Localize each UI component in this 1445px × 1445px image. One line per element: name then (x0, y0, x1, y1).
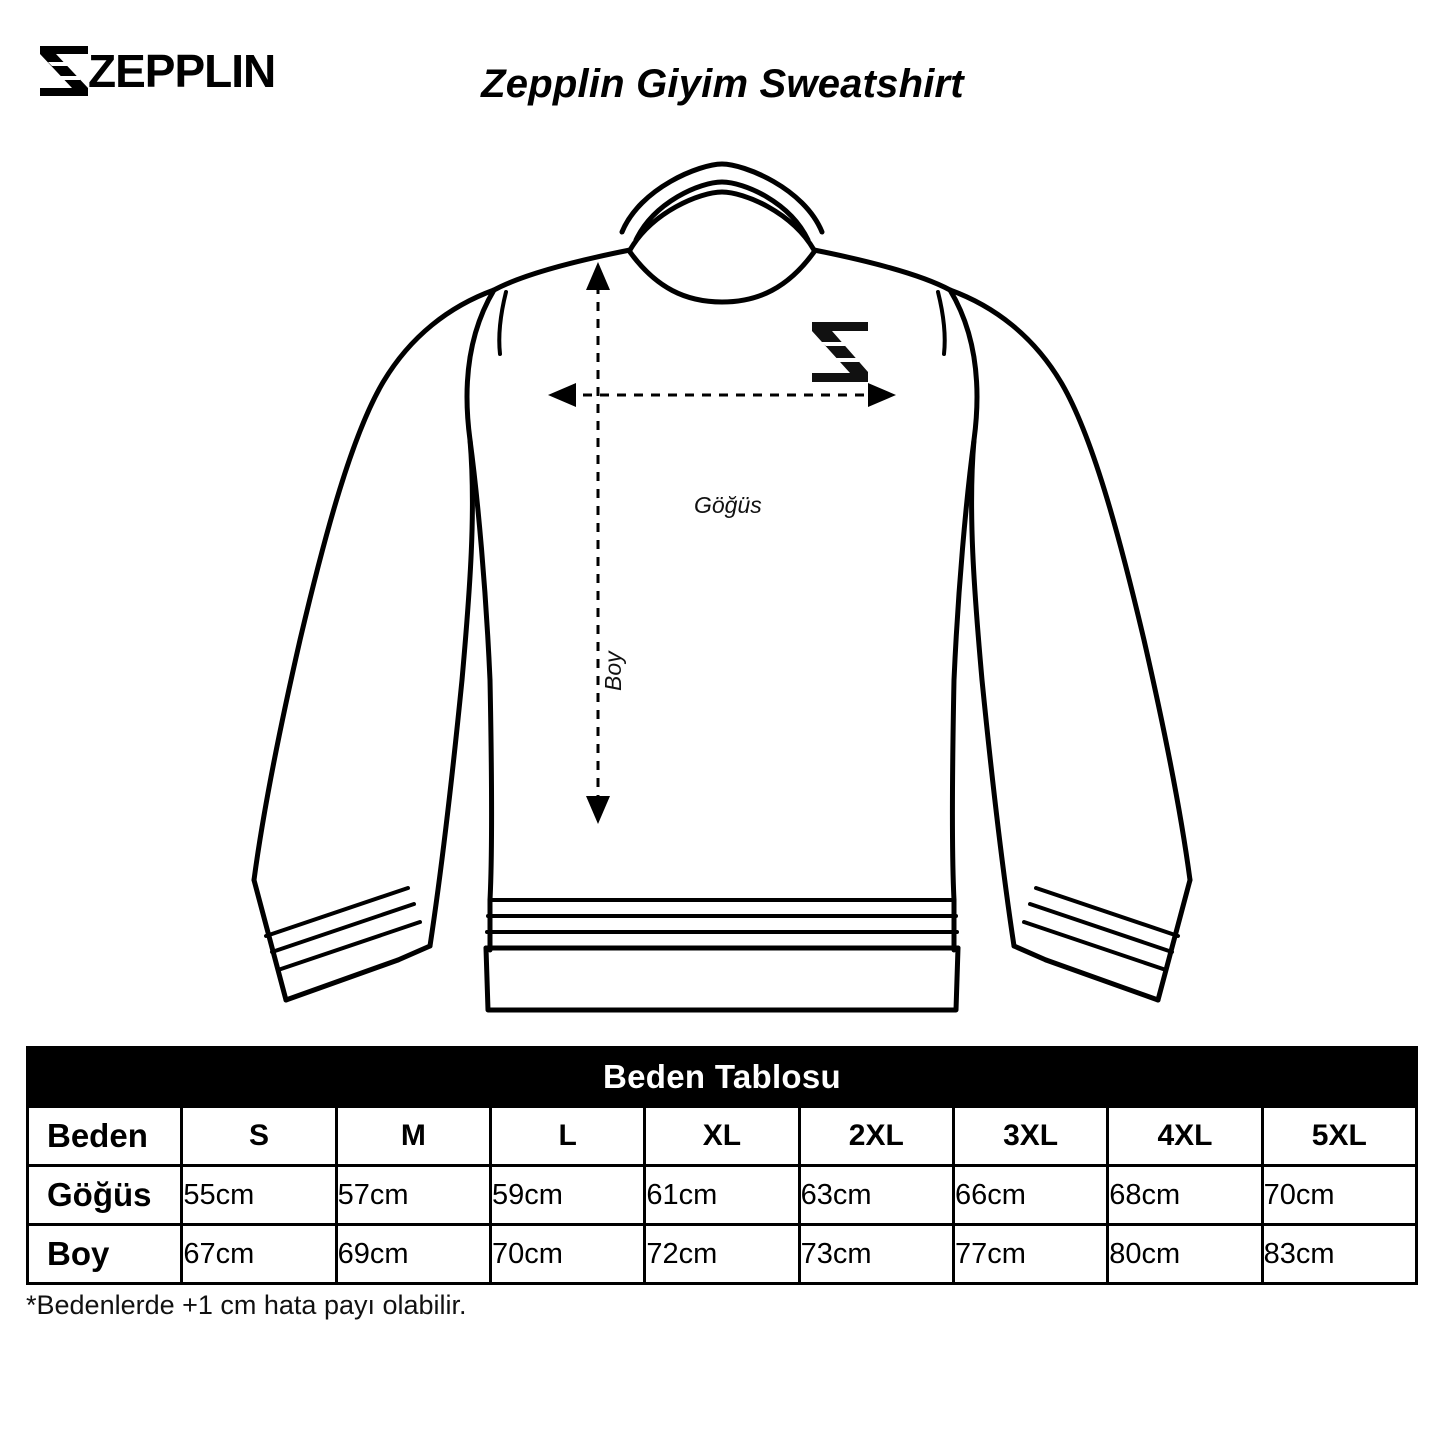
chest-measure-label: Göğüs (688, 492, 768, 519)
header-cell-l: L (490, 1107, 644, 1166)
gogus-s: 55cm (182, 1166, 336, 1225)
header-cell-beden: Beden (28, 1107, 182, 1166)
boy-xl: 72cm (645, 1225, 799, 1284)
brand-logo-text: ZEPPLIN (88, 45, 276, 97)
header-cell-m: M (336, 1107, 490, 1166)
gogus-m: 57cm (336, 1166, 490, 1225)
boy-4xl: 80cm (1108, 1225, 1262, 1284)
size-table (26, 1046, 1418, 1285)
gogus-xl: 61cm (645, 1166, 799, 1225)
boy-3xl: 77cm (953, 1225, 1107, 1284)
table-title-row (28, 1048, 1417, 1107)
table-header-row (28, 1107, 1417, 1166)
boy-l: 70cm (490, 1225, 644, 1284)
length-measure-label: Boy (600, 647, 627, 695)
gogus-3xl: 66cm (953, 1166, 1107, 1225)
size-tolerance-note: *Bedenlerde +1 cm hata payı olabilir. (26, 1290, 467, 1320)
boy-m: 69cm (336, 1225, 490, 1284)
page-title-bold: Sweatshirt (759, 62, 964, 106)
size-table-title: Beden Tablosu (28, 1048, 1417, 1107)
gogus-l: 59cm (490, 1166, 644, 1225)
row-label-gogus: Göğüs (28, 1166, 182, 1225)
header-cell-3xl: 3XL (953, 1107, 1107, 1166)
chest-logo-z (812, 322, 868, 382)
sweatshirt-illustration (0, 140, 1445, 1040)
boy-5xl: 83cm (1262, 1225, 1416, 1284)
header-cell-5xl: 5XL (1262, 1107, 1416, 1166)
boy-s: 67cm (182, 1225, 336, 1284)
row-label-boy: Boy (28, 1225, 182, 1284)
table-row-gogus (28, 1166, 1417, 1225)
header-cell-s: S (182, 1107, 336, 1166)
header-cell-xl: XL (645, 1107, 799, 1166)
page-title (0, 62, 1445, 107)
gogus-2xl: 63cm (799, 1166, 953, 1225)
page-title-light: Zepplin Giyim (481, 62, 760, 106)
header-cell-4xl: 4XL (1108, 1107, 1262, 1166)
boy-2xl: 73cm (799, 1225, 953, 1284)
gogus-4xl: 68cm (1108, 1166, 1262, 1225)
header-cell-2xl: 2XL (799, 1107, 953, 1166)
page-header (0, 0, 1445, 140)
size-table-wrapper (26, 1046, 1418, 1285)
sweatshirt-drawing (0, 140, 1445, 1040)
gogus-5xl: 70cm (1262, 1166, 1416, 1225)
table-row-boy (28, 1225, 1417, 1284)
